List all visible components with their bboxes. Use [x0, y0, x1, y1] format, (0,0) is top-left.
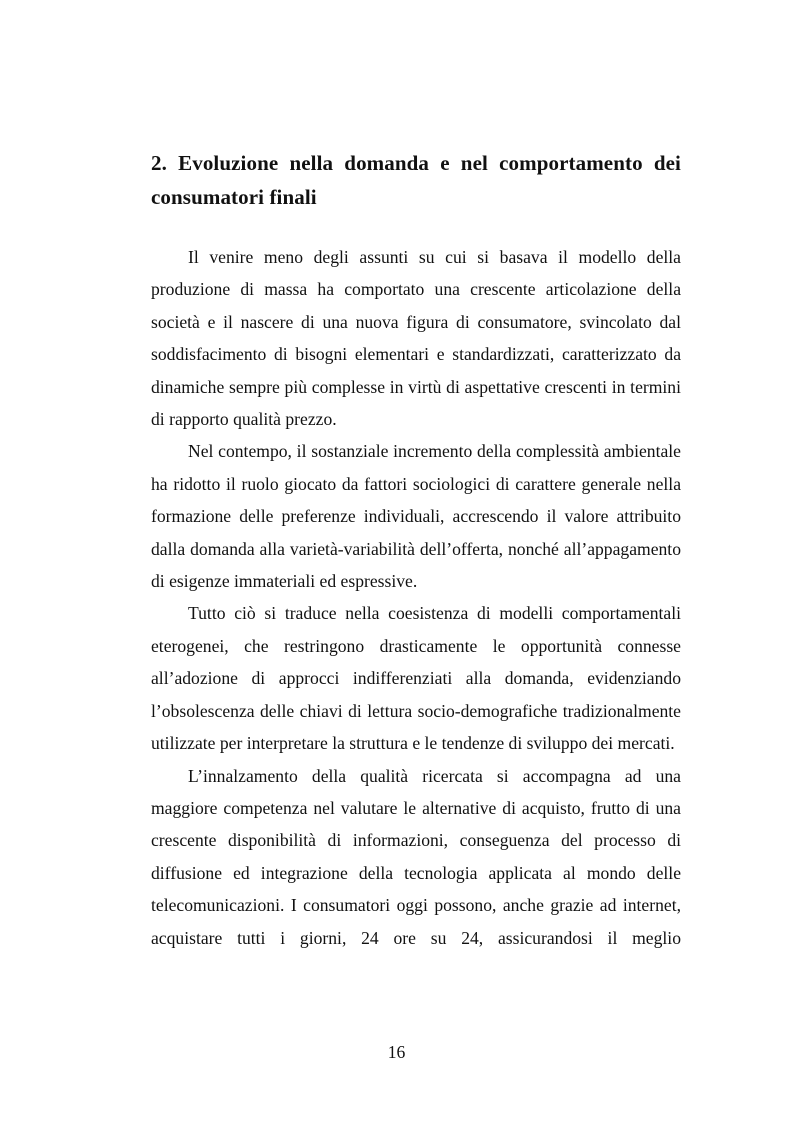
paragraph-3: Tutto ciò si traduce nella coesistenza di modelli comportamentali eterogenei, che restringono drasticamente le opportunità connesse all’adozione di approcci indifferenziati alla domanda, evidenziando l’obsolescenza delle chiavi di lettura socio-demografiche tradizionalmente utilizzate per interpretare la struttura e le tendenze di sviluppo dei mercati.: [151, 603, 681, 754]
paragraph-1: Il venire meno degli assunti su cui si basava il modello della produzione di massa ha comportato una crescente articolazione della società e il nascere di una nuova figura di consumatore, svincolato dal soddisfacimento di bisogni elementari e standardizzati, caratterizzato da dinamiche sempre più complesse in virtù di aspettative crescenti in termini di rapporto qualità prezzo.: [151, 247, 681, 430]
section-heading: 2. Evoluzione nella domanda e nel comportamento dei consumatori finali: [151, 151, 681, 209]
body-text: [151, 241, 681, 954]
paragraph-4: L’innalzamento della qualità ricercata si accompagna ad una maggiore competenza nel valutare le alternative di acquisto, frutto di una crescente disponibilità di informazioni, conseguenza del processo di diffusione ed integrazione della tecnologia applicata al mondo delle telecomunicazioni. I consumatori oggi possono, anche grazie ad internet, acquistare tutti i giorni, 24 ore su 24, assicurandosi il meglio: [151, 765, 681, 948]
page-number: 16: [387, 1042, 406, 1062]
paragraph-2: Nel contempo, il sostanziale incremento della complessità ambientale ha ridotto il ruolo giocato da fattori sociologici di carattere generale nella formazione delle preferenze individuali, accrescendo il valore attribuito dalla domanda alla varietà-variabilità dell’offerta, nonché all’appagamento di esigenze immateriali ed espressive.: [151, 441, 681, 592]
